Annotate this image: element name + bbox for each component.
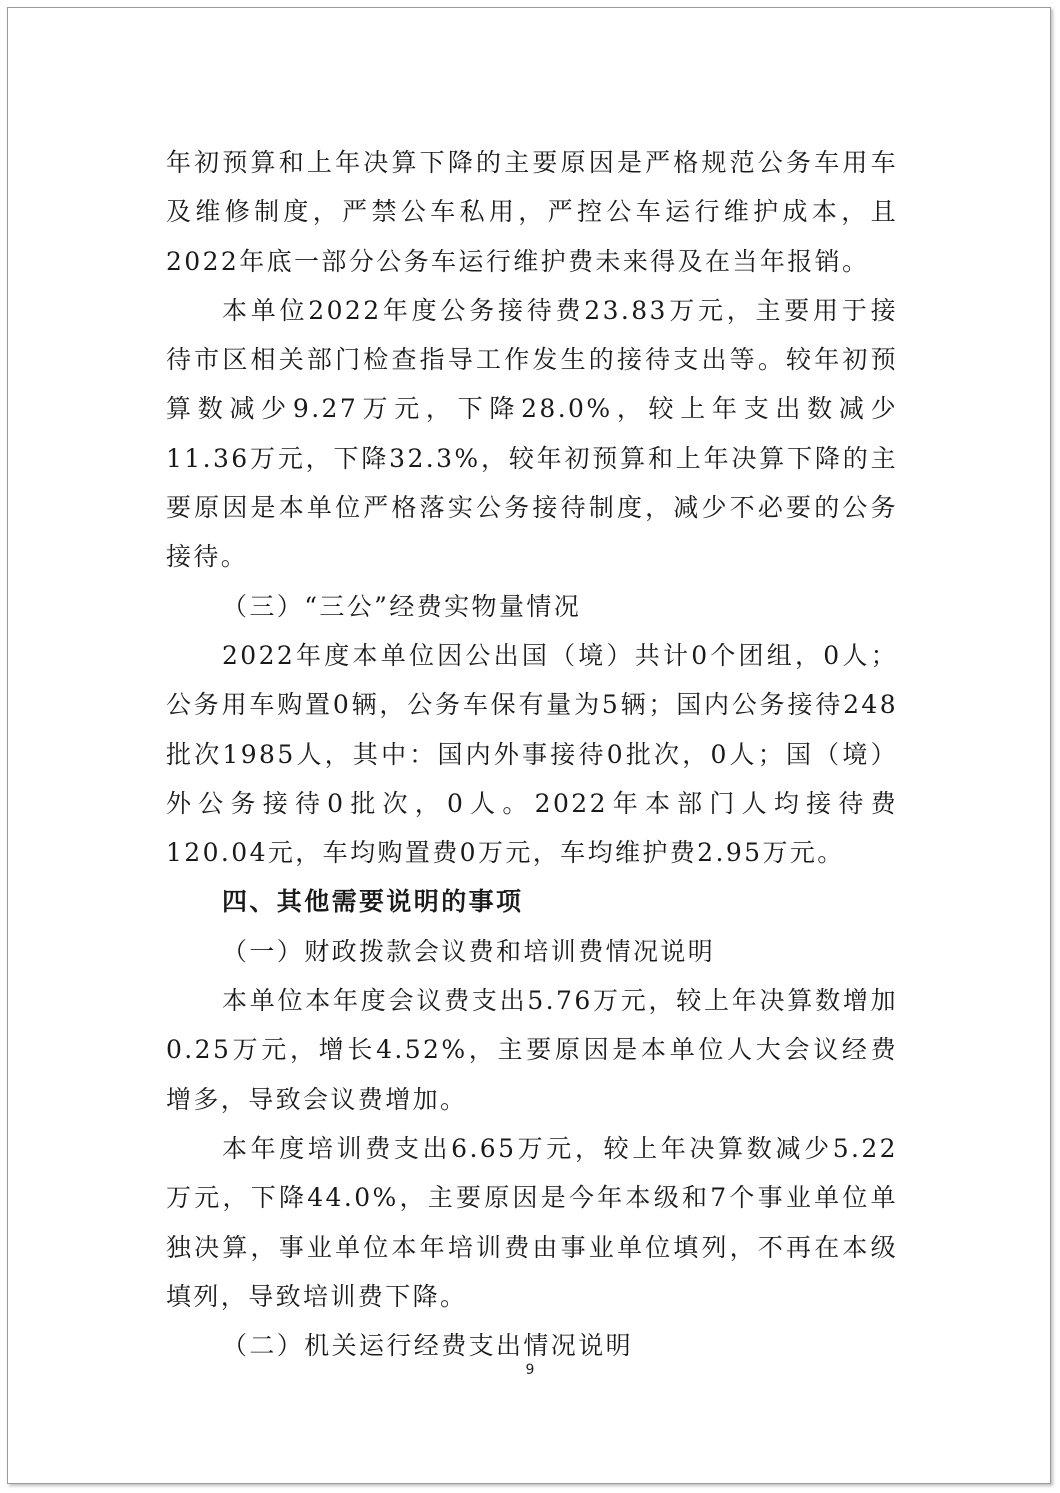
subheading-meeting-training: （一）财政拨款会议费和培训费情况说明 [222,936,716,966]
paragraph-training-cost: 本年度培训费支出6.65万元，较上年决算数减少5.22万元，下降44.0%，主要原因是今年本级和7个事业单位单独决算，事业单位本年培训费由事业单位填列，不再在本级填列，导致培训费下降。 [166,1133,898,1311]
subheading-three-public-quantities: （三）“三公”经费实物量情况 [222,591,582,621]
paragraph-meeting-cost: 本单位本年度会议费支出5.76万元，较上年决算数增加0.25万元，增长4.52%，主要原因是本单位人大会议经费增多，导致会议费增加。 [166,986,898,1114]
document-body [166,138,898,1370]
subheading-office-operation: （二）机关运行经费支出情况说明 [222,1331,634,1361]
section-heading-other-matters: 四、其他需要说明的事项 [222,887,524,917]
paragraph-vehicle-cost-reason: 年初预算和上年决算下降的主要原因是严格规范公务车用车及维修制度，严禁公车私用，严控公车运行维护成本，且2022年底一部分公务车运行维护费未来得及在当年报销。 [166,148,898,276]
page-number: 9 [525,1362,535,1378]
paragraph-reception-cost: 本单位2022年度公务接待费23.83万元，主要用于接待市区相关部门检查指导工作发生的接待支出等。较年初预算数减少9.27万元，下降28.0%，较上年支出数减少11.36万元，下降32.3%，较年初预算和上年决算下降的主要原因是本单位严格落实公务接待制度，减少不必要的公务接待。 [166,295,898,572]
paragraph-quantities-detail: 2022年度本单位因公出国（境）共计0个团组，0人；公务用车购置0辆，公务车保有量为5辆；国内公务接待248批次1985人，其中：国内外事接待0批次，0人；国（境）外公务接待0批次，0人。2022年本部门人均接待费120.04元，车均购置费0万元，车均维护费2.95万元。 [166,640,898,868]
